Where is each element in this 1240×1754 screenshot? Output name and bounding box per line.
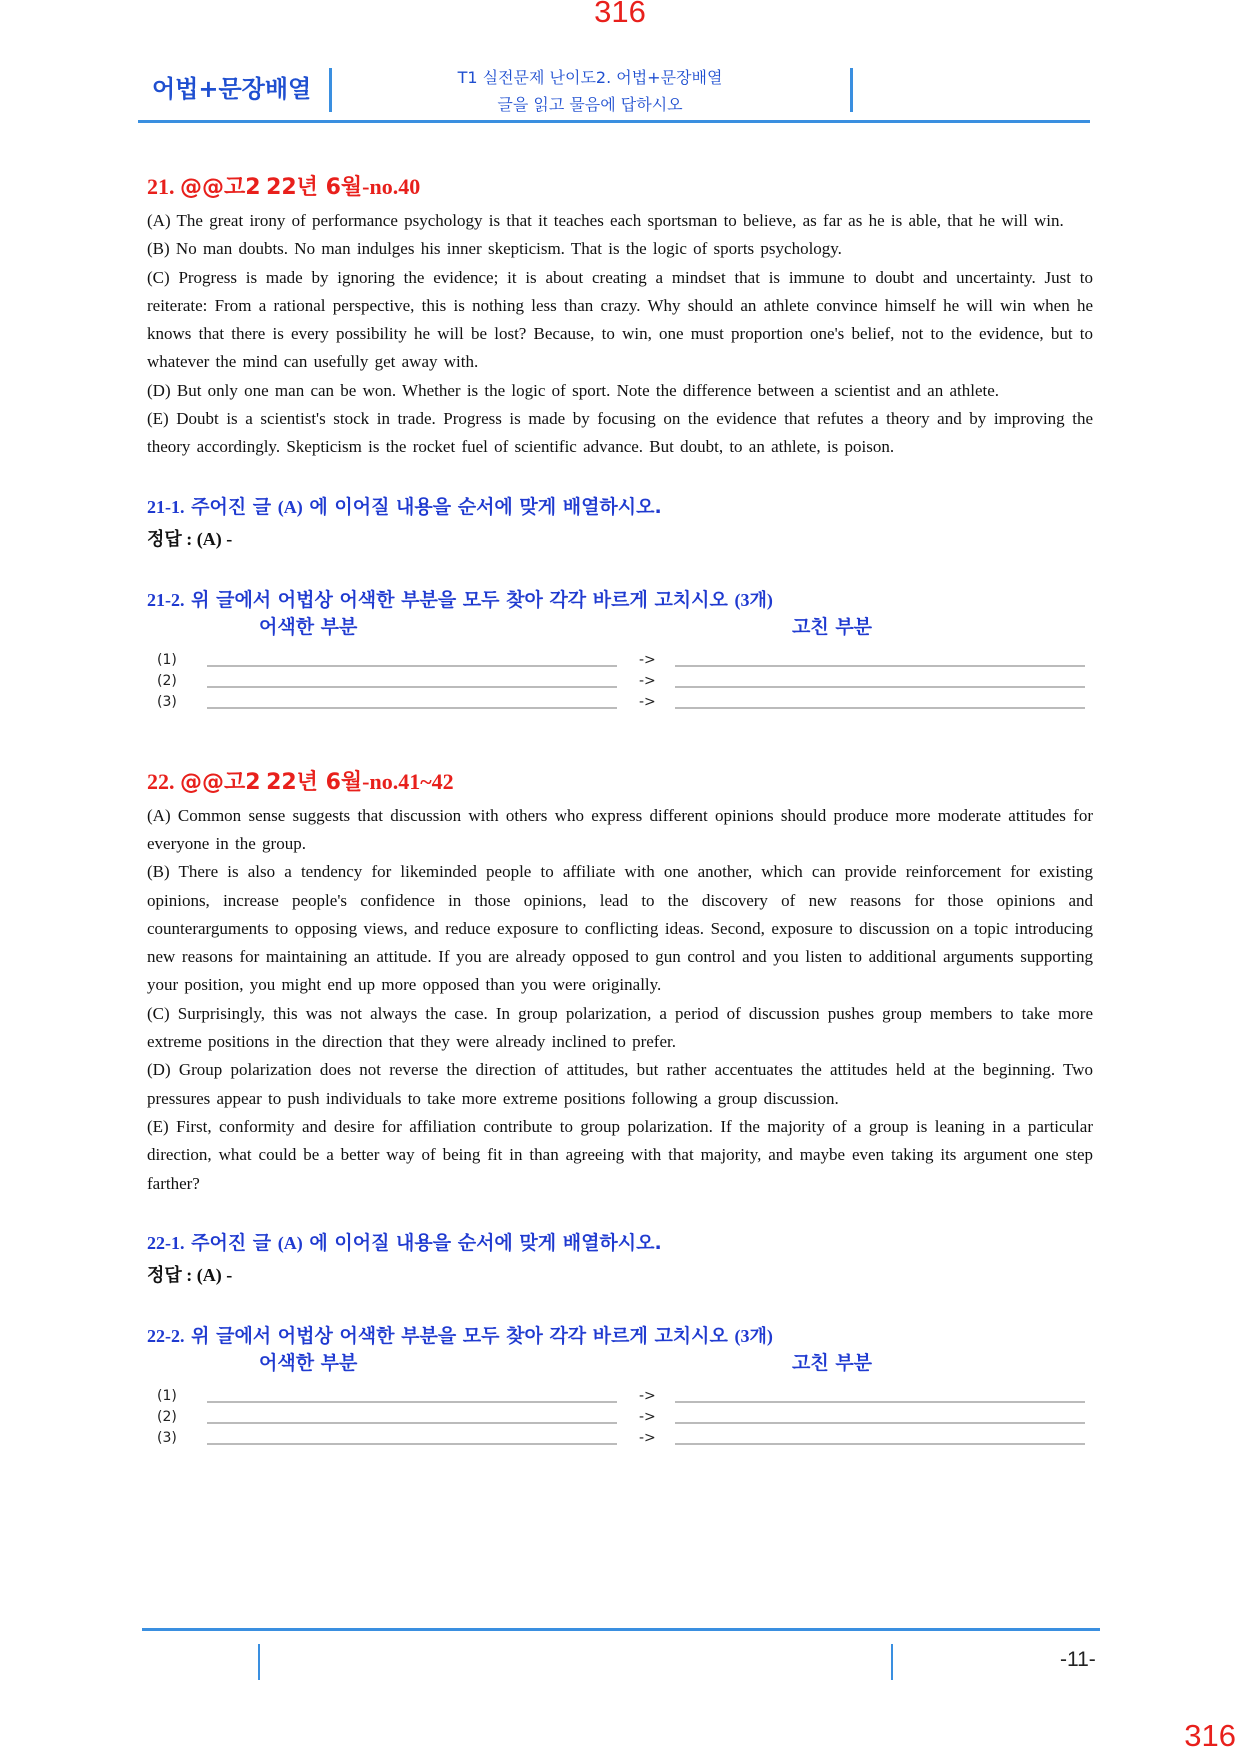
header-category: 어법+문장배열 — [152, 75, 312, 103]
correction-rows — [147, 652, 1093, 715]
paragraph-a: (A) The great irony of performance psychology is that it teaches each sportsman to believe, as far as he is able, that he will win. — [147, 211, 1064, 230]
row-label: (2) — [157, 672, 177, 689]
subquestion-text: 위 글에서 어법상 어색한 부분을 모두 찾아 각각 바르게 고치시오 — [191, 1324, 728, 1347]
fixed-answer-line[interactable] — [675, 686, 1085, 689]
header-wrong-part: 어색한 부분 — [259, 615, 358, 638]
arrow: -> — [639, 1408, 656, 1425]
correction-row — [147, 673, 1093, 694]
wrong-answer-line[interactable] — [207, 1401, 617, 1404]
paragraph-c: (C) Surprisingly, this was not always the case. In group polarization, a period of discussion pushes group members to take more extreme positions in the direction that they were already inclined to prefer. — [147, 1003, 1093, 1052]
subquestion-text: 주어진 글 — [191, 495, 272, 518]
arrow: -> — [639, 1429, 656, 1446]
subquestion-grammar — [147, 585, 1093, 612]
page-number-top: 316 — [594, 0, 646, 29]
question-title — [147, 170, 1093, 201]
fixed-answer-line[interactable] — [675, 707, 1085, 710]
page-number-bottom: 316 — [1184, 1718, 1236, 1753]
wrong-answer-line[interactable] — [207, 1443, 617, 1446]
correction-rows — [147, 1388, 1093, 1451]
subquestion-text: 주어진 글 — [191, 1231, 272, 1254]
wrong-answer-line[interactable] — [207, 707, 617, 710]
question-22 — [147, 765, 1093, 1451]
correction-row — [147, 1409, 1093, 1430]
paragraph-a: (A) Common sense suggests that discussion with others who express different opinions should produce more moderate attitudes for everyone in the group. — [147, 805, 1093, 853]
header-instructions — [380, 64, 800, 118]
wrong-answer-line[interactable] — [207, 1422, 617, 1425]
row-label: (1) — [157, 651, 177, 668]
header-rule — [138, 120, 1090, 123]
subquestion-text-end: 에 이어질 내용을 순서에 맞게 배열하시오. — [309, 1231, 662, 1254]
subquestion-number: 21-2. — [147, 589, 185, 610]
question-title — [147, 765, 1093, 796]
subquestion-grammar — [147, 1321, 1093, 1348]
row-label: (3) — [157, 693, 177, 710]
header-fixed-part: 고친 부분 — [792, 615, 873, 638]
answer-label: 정답 — [147, 1264, 182, 1286]
subquestion-count: (3개) — [734, 1325, 773, 1346]
answer-label: 정답 — [147, 528, 182, 550]
fixed-answer-line[interactable] — [675, 665, 1085, 668]
question-date: 22년 6월 — [266, 175, 363, 200]
arrow: -> — [639, 1387, 656, 1404]
subquestion-number: 22-2. — [147, 1325, 185, 1346]
subquestion-number: 21-1. — [147, 496, 185, 517]
header-fixed-part: 고친 부분 — [792, 1351, 873, 1374]
answer-line — [147, 525, 1093, 551]
header-divider-left — [329, 68, 332, 112]
correction-headers — [147, 612, 1093, 638]
footer-divider-left — [258, 1644, 260, 1680]
answer-line — [147, 1261, 1093, 1287]
subquestion-text: 위 글에서 어법상 어색한 부분을 모두 찾아 각각 바르게 고치시오 — [191, 588, 728, 611]
subquestion-count: (3개) — [734, 589, 773, 610]
arrow: -> — [639, 651, 656, 668]
paragraph-c: (C) Progress is made by ignoring the evidence; it is about creating a mindset that is immune to doubt and uncertainty. Just to reiterate: From a rational perspective, this is nothing less than crazy. Why should an athlete convince himself he will win when he knows that there is every possibility he will be lost? Because, to win, one must proportion one's belief, not to the evidence, but to whatever the mind can usefully get away with. — [147, 267, 1093, 372]
question-number: 22. — [147, 768, 175, 794]
answer-value[interactable]: : (A) - — [186, 528, 233, 549]
correction-row — [147, 1388, 1093, 1409]
fixed-answer-line[interactable] — [675, 1443, 1085, 1446]
header-divider-right — [850, 68, 853, 112]
footer-rule — [142, 1628, 1100, 1631]
subquestion-mark: (A) — [277, 496, 303, 517]
question-source: @@고2 — [180, 175, 261, 200]
question-no: -no.41~42 — [362, 768, 454, 794]
paragraph-b: (B) No man doubts. No man indulges his inner skepticism. That is the logic of sports psychology. — [147, 239, 842, 259]
subquestion-mark: (A) — [277, 1232, 303, 1253]
correction-headers — [147, 1348, 1093, 1374]
header-line2: 글을 읽고 물음에 답하시오 — [497, 95, 683, 114]
correction-row — [147, 652, 1093, 673]
paragraph-d: (D) Group polarization does not reverse the direction of attitudes, but rather accentuates the attitudes held at the beginning. Two pressures appear to push individuals to take more extreme positions following a group discussion. — [147, 1060, 1093, 1108]
footer-page-number: -11- — [1060, 1648, 1096, 1671]
fixed-answer-line[interactable] — [675, 1422, 1085, 1425]
header-line1: T1 실전문제 난이도2. 어법+문장배열 — [457, 68, 723, 87]
paragraph-d: (D) But only one man can be won. Whether is the logic of sport. Note the difference between a scientist and an athlete. — [147, 380, 1000, 400]
paragraph-e: (E) Doubt is a scientist's stock in trade. Progress is made by focusing on the evidence that refutes a theory and by improving the theory accordingly. Skepticism is the rocket fuel of scientific advance. But doubt, to an athlete, is poison. — [147, 409, 1093, 457]
fixed-answer-line[interactable] — [675, 1401, 1085, 1404]
arrow: -> — [639, 693, 656, 710]
question-source: @@고2 — [180, 769, 261, 795]
arrow: -> — [639, 672, 656, 689]
subquestion-text-end: 에 이어질 내용을 순서에 맞게 배열하시오. — [309, 495, 662, 518]
question-number: 21. — [147, 174, 175, 199]
question-21 — [147, 170, 1093, 715]
paragraph-e: (E) First, conformity and desire for affiliation contribute to group polarization. If the majority of a group is leaning in a particular direction, what could be a better way of being fit in than agreeing with that majority, and maybe even taking its argument one step farther? — [147, 1116, 1093, 1193]
question-no: -no.40 — [362, 174, 421, 199]
wrong-answer-line[interactable] — [207, 665, 617, 668]
header-wrong-part: 어색한 부분 — [259, 1351, 358, 1374]
row-label: (3) — [157, 1429, 177, 1446]
subquestion-number: 22-1. — [147, 1232, 185, 1253]
footer-divider-right — [891, 1644, 893, 1680]
answer-value[interactable]: : (A) - — [186, 1264, 233, 1285]
row-label: (2) — [157, 1408, 177, 1425]
correction-row — [147, 1430, 1093, 1451]
row-label: (1) — [157, 1387, 177, 1404]
page-content — [147, 170, 1093, 1451]
subquestion-order — [147, 492, 1093, 519]
wrong-answer-line[interactable] — [207, 686, 617, 689]
paragraph-b: (B) There is also a tendency for likeminded people to affiliate with one another, which can provide reinforcement for existing opinions, increase people's confidence in those opinions, lead to the discovery of new reasons for those opinions and counterarguments to opposing views, and reduce exposure to conflicting ideas. Second, exposure to discussion on a topic introducing new reasons for maintaining an attitude. If you are already opposed to gun control and you listen to additional arguments supporting your position, you might end up more opposed than you were originally. — [147, 862, 1093, 995]
correction-row — [147, 694, 1093, 715]
question-date: 22년 6월 — [266, 769, 363, 795]
subquestion-order — [147, 1228, 1093, 1255]
